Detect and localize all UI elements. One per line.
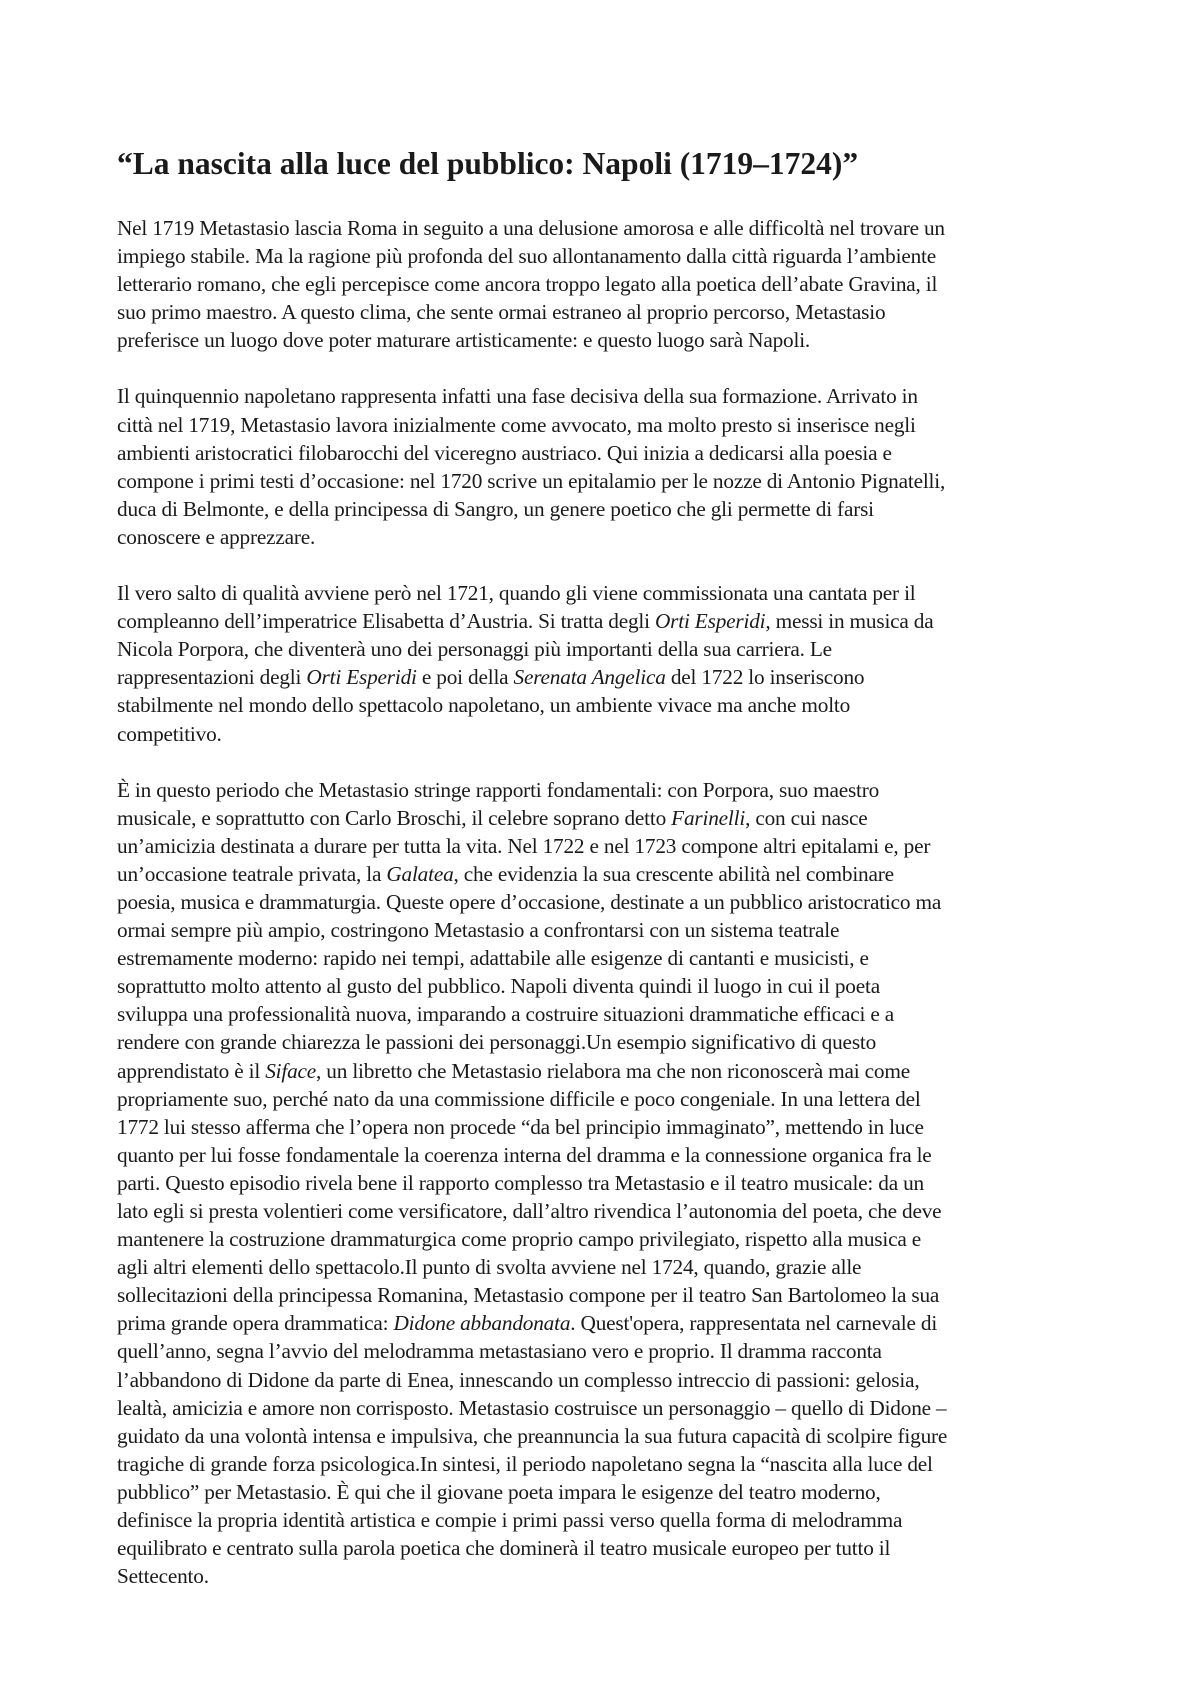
text-run: duca di Belmonte, e della principessa di Sangro, un genere poetico che gli permette di farsi xyxy=(117,496,874,521)
text-run: mantenere la costruzione drammaturgica come proprio campo privilegiato, rispetto alla musica e xyxy=(117,1227,921,1252)
text-run: definisce la propria identità artistica e compie i primi passi verso quella forma di melodramma xyxy=(117,1508,903,1533)
text-line xyxy=(117,411,1092,439)
text-line xyxy=(117,1309,1092,1337)
text-run: quell’anno, segna l’avvio del melodramma metastasiano vero e proprio. Il dramma racconta xyxy=(117,1339,882,1364)
text-line xyxy=(117,1450,1092,1478)
text-line xyxy=(117,214,1092,242)
text-run: È in questo periodo che Metastasio stringe rapporti fondamentali: con Porpora, suo maestro xyxy=(117,777,880,802)
text-line xyxy=(117,467,1092,495)
text-run: propriamente suo, perché nato da una commissione difficile e poco congeniale. In una lettera del xyxy=(117,1086,921,1111)
italic-title: Didone abbandonata xyxy=(393,1311,571,1336)
paragraph xyxy=(117,579,1092,748)
text-run: Il quinquennio napoletano rappresenta infatti una fase decisiva della sua formazione. Arrivato in xyxy=(117,384,918,409)
text-run: conoscere e apprezzare. xyxy=(117,524,316,549)
text-line xyxy=(117,1057,1092,1085)
text-run: sollecitazioni della principessa Romanina, Metastasio compone per il teatro San Bartolomeo la sua xyxy=(117,1283,940,1308)
text-run: l’abbandono di Didone da parte di Enea, innescando un complesso intreccio di passioni: gelosia, xyxy=(117,1367,920,1392)
text-run: del 1722 lo inseriscono xyxy=(665,665,865,690)
text-run: competitivo. xyxy=(117,721,222,746)
text-run: parti. Questo episodio rivela bene il rapporto complesso tra Metastasio e il teatro musicale: da un xyxy=(117,1170,924,1195)
text-line xyxy=(117,1337,1092,1365)
text-run: lealtà, amicizia e amore non corrisposto. Metastasio costruisce un personaggio – quello di Didone – xyxy=(117,1395,947,1420)
text-run: ambienti aristocratici filobarocchi del viceregno austriaco. Qui inizia a dedicarsi alla poesia e xyxy=(117,440,892,465)
text-run: letterario romano, che egli percepisce come ancora troppo legato alla poetica dell’abate Gravina, il xyxy=(117,272,938,297)
document-title: “La nascita alla luce del pubblico: Napoli (1719–1724)” xyxy=(117,146,859,181)
text-line xyxy=(117,1225,1092,1253)
text-line xyxy=(117,944,1092,972)
paragraph xyxy=(117,382,1092,551)
text-line xyxy=(117,691,1092,719)
text-run: compone i primi testi d’occasione: nel 1720 scrive un epitalamio per le nozze di Antonio Pignatelli, xyxy=(117,468,946,493)
text-run: Nicola Porpora, che diventerà uno dei personaggi più importanti della sua carriera. Le xyxy=(117,637,832,662)
text-run: , che evidenzia la sua crescente abilità nel combinare xyxy=(453,861,894,886)
document-body xyxy=(117,214,1092,1590)
text-line xyxy=(117,298,1092,326)
text-run: apprendistato è il xyxy=(117,1058,266,1083)
text-line xyxy=(117,720,1092,748)
text-run: , un libretto che Metastasio rielabora ma che non riconoscerà mai come xyxy=(316,1058,910,1083)
text-run: ormai sempre più ampio, costringono Metastasio a confrontarsi con un sistema teatrale xyxy=(117,918,840,943)
text-line xyxy=(117,1000,1092,1028)
text-run: rendere con grande chiarezza le passioni dei personaggi.Un esempio significativo di questo xyxy=(117,1030,877,1055)
text-line xyxy=(117,832,1092,860)
text-run: lato egli si presta volentieri come versificatore, dall’altro rivendica l’autonomia del poeta, che deve xyxy=(117,1199,942,1223)
text-line xyxy=(117,1281,1092,1309)
text-line xyxy=(117,1366,1092,1394)
text-line xyxy=(117,1113,1092,1141)
text-run: prima grande opera drammatica: xyxy=(117,1311,394,1336)
text-line xyxy=(117,860,1092,888)
text-run: tragiche di grande forza psicologica.In sintesi, il periodo napoletano segna la “nascita alla luce del xyxy=(117,1451,933,1476)
text-run: impiego stabile. Ma la ragione più profonda del suo allontanamento dalla città riguarda l’ambiente xyxy=(117,244,936,269)
text-line xyxy=(117,439,1092,467)
text-line xyxy=(117,1478,1092,1506)
text-run: un’occasione teatrale privata, la xyxy=(117,861,387,886)
text-run: poesia, musica e drammaturgia. Queste opere d’occasione, destinate a un pubblico aristocratico ma xyxy=(117,889,942,914)
text-run: un’amicizia destinata a durare per tutta la vita. Nel 1722 e nel 1723 compone altri epitalami e, per xyxy=(117,833,931,858)
text-line xyxy=(117,382,1092,410)
text-line xyxy=(117,804,1092,832)
text-run: , messi in musica da xyxy=(765,609,934,634)
italic-title: Orti Esperidi xyxy=(306,665,417,690)
paragraph xyxy=(117,776,1092,1591)
text-run: preferisce un luogo dove poter maturare artisticamente: e questo luogo sarà Napoli. xyxy=(117,328,811,353)
paragraph xyxy=(117,214,1092,354)
text-line xyxy=(117,1169,1092,1197)
text-run: , con cui nasce xyxy=(745,805,868,830)
text-run: Nel 1719 Metastasio lascia Roma in seguito a una delusione amorosa e alle difficoltà nel trovare un xyxy=(117,216,945,240)
text-line xyxy=(117,1506,1092,1534)
text-line xyxy=(117,495,1092,523)
text-line xyxy=(117,1534,1092,1562)
text-run: equilibrato e centrato sulla parola poetica che dominerà il teatro musicale europeo per tutto il xyxy=(117,1536,891,1561)
text-line xyxy=(117,607,1092,635)
text-run: quanto per lui fosse fondamentale la coerenza interna del dramma e la connessione organica fra le xyxy=(117,1142,932,1167)
text-line xyxy=(117,635,1092,663)
document-page xyxy=(117,145,1092,1618)
text-run: guidato da una volontà intensa e impulsiva, che preannuncia la sua futura capacità di scolpire figure xyxy=(117,1423,948,1448)
text-run: stabilmente nel mondo dello spettacolo napoletano, un ambiente vivace ma anche molto xyxy=(117,693,851,718)
text-line xyxy=(117,1562,1092,1590)
text-line xyxy=(117,916,1092,944)
text-line xyxy=(117,972,1092,1000)
text-line xyxy=(117,1028,1092,1056)
text-line xyxy=(117,1253,1092,1281)
text-run: estremamente moderno: rapido nei tempi, adattabile alle esigenze di cantanti e musicisti, e xyxy=(117,946,869,971)
text-line xyxy=(117,1085,1092,1113)
text-run: rappresentazioni degli xyxy=(117,665,307,690)
text-run: Il vero salto di qualità avviene però nel 1721, quando gli viene commissionata una cantata per il xyxy=(117,581,916,606)
text-line xyxy=(117,1197,1092,1225)
text-line xyxy=(117,1422,1092,1450)
text-run: sviluppa una professionalità nuova, imparando a costruire situazioni drammatiche efficaci e a xyxy=(117,1002,894,1027)
italic-title: Serenata Angelica xyxy=(513,665,666,690)
text-line xyxy=(117,523,1092,551)
text-line xyxy=(117,242,1092,270)
text-run: . Quest'opera, rappresentata nel carnevale di xyxy=(570,1311,938,1336)
text-line xyxy=(117,1394,1092,1422)
text-run: e poi della xyxy=(416,665,514,690)
text-run: suo primo maestro. A questo clima, che sente ormai estraneo al proprio percorso, Metastasio xyxy=(117,300,886,325)
text-run: agli altri elementi dello spettacolo.Il punto di svolta avviene nel 1724, quando, grazie alle xyxy=(117,1255,862,1280)
text-line xyxy=(117,1141,1092,1169)
text-run: compleanno dell’imperatrice Elisabetta d’Austria. Si tratta degli xyxy=(117,609,655,634)
text-run: musicale, e soprattutto con Carlo Broschi, il celebre soprano detto xyxy=(117,805,672,830)
text-line xyxy=(117,579,1092,607)
text-run: Settecento. xyxy=(117,1564,209,1589)
text-line xyxy=(117,888,1092,916)
text-run: 1772 lui stesso afferma che l’opera non procede “da bel principio immaginato”, mettendo in luce xyxy=(117,1114,924,1139)
text-line xyxy=(117,270,1092,298)
text-line xyxy=(117,326,1092,354)
italic-title: Orti Esperidi xyxy=(654,609,766,634)
text-run: pubblico” per Metastasio. È qui che il giovane poeta impara le esigenze del teatro moderno, xyxy=(117,1479,881,1504)
italic-title: Siface xyxy=(265,1058,317,1083)
italic-title: Galatea xyxy=(386,861,454,886)
text-line xyxy=(117,663,1092,691)
italic-title: Farinelli xyxy=(671,805,746,830)
text-line xyxy=(117,776,1092,804)
text-run: soprattutto molto attento al gusto del pubblico. Napoli diventa quindi il luogo in cui il poeta xyxy=(117,974,880,999)
text-run: città nel 1719, Metastasio lavora inizialmente come avvocato, ma molto presto si inserisce negli xyxy=(117,412,916,437)
